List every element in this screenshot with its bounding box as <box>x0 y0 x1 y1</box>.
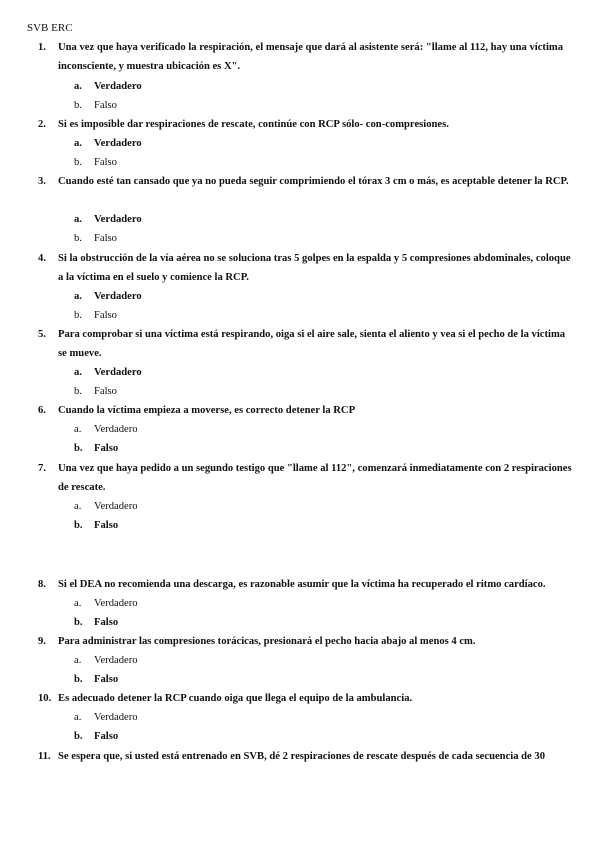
question-text: Una vez que haya verificado la respiración, el mensaje que dará al asistente será: "llame al 112, hay una víctima inconsciente, y muestra ubicación es X". <box>58 42 564 72</box>
question-4 <box>38 249 574 287</box>
option-label: Verdadero <box>94 291 142 302</box>
option-letter: b. <box>74 674 83 685</box>
question-number: 9. <box>38 636 46 647</box>
option-label: Verdadero <box>94 424 138 435</box>
question-5-option-a <box>74 363 142 382</box>
question-8-option-b <box>74 613 118 632</box>
option-letter: a. <box>74 712 82 723</box>
option-letter: a. <box>74 291 82 302</box>
question-9-option-b <box>74 670 118 689</box>
question-text: Es adecuado detener la RCP cuando oiga que llega el equipo de la ambulancia. <box>58 693 413 704</box>
option-label: Falso <box>94 731 119 742</box>
option-letter: b. <box>74 100 82 111</box>
question-text: Se espera que, si usted está entrenado en SVB, dé 2 respiraciones de rescate después de cada secuencia de 30 <box>58 751 546 762</box>
question-1-option-a <box>74 77 142 96</box>
question-7 <box>38 459 574 497</box>
question-7-option-a <box>74 497 138 516</box>
question-4-option-b <box>74 306 117 325</box>
question-number: 11. <box>38 751 51 762</box>
option-label: Verdadero <box>94 501 138 512</box>
option-label: Verdadero <box>94 214 142 225</box>
option-letter: a. <box>74 598 82 609</box>
option-letter: b. <box>74 520 83 531</box>
option-label: Verdadero <box>94 138 142 149</box>
option-label: Falso <box>94 310 117 321</box>
option-label: Falso <box>94 617 119 628</box>
question-text: Para administrar las compresiones torácicas, presionará el pecho hacia abajo al menos 4 cm. <box>58 636 476 647</box>
option-label: Verdadero <box>94 655 138 666</box>
option-letter: b. <box>74 731 83 742</box>
option-label: Verdadero <box>94 81 142 92</box>
question-1 <box>38 38 574 76</box>
option-label: Verdadero <box>94 598 138 609</box>
question-8 <box>38 575 574 594</box>
question-11 <box>38 747 574 766</box>
question-5-option-b <box>74 382 117 401</box>
question-number: 7. <box>38 463 46 474</box>
question-text: Si es imposible dar respiraciones de rescate, continúe con RCP sólo- con-compresiones. <box>58 119 449 130</box>
question-1-option-b <box>74 96 117 115</box>
option-letter: b. <box>74 233 82 244</box>
question-3-option-b <box>74 229 117 248</box>
question-text: Para comprobar si una víctima está respirando, oiga si el aire sale, sienta el aliento y vea si el pecho de la víctima se mueve. <box>58 329 566 359</box>
question-6-option-a <box>74 420 138 439</box>
question-3 <box>38 172 574 191</box>
option-letter: b. <box>74 386 82 397</box>
question-2 <box>38 115 574 134</box>
option-letter: a. <box>74 367 82 378</box>
question-number: 3. <box>38 176 46 187</box>
question-10 <box>38 689 574 708</box>
option-letter: b. <box>74 310 82 321</box>
question-2-option-b <box>74 153 117 172</box>
option-label: Falso <box>94 674 119 685</box>
option-letter: a. <box>74 138 82 149</box>
option-label: Verdadero <box>94 712 138 723</box>
option-label: Falso <box>94 157 117 168</box>
question-number: 6. <box>38 405 46 416</box>
question-6-option-b <box>74 439 118 458</box>
question-8-option-a <box>74 594 138 613</box>
question-6 <box>38 401 574 420</box>
question-text: Cuando esté tan cansado que ya no pueda seguir comprimiendo el tórax 3 cm o más, es aceptable detener la RCP. <box>58 176 569 187</box>
question-number: 10. <box>38 693 52 704</box>
question-number: 4. <box>38 253 46 264</box>
option-label: Falso <box>94 100 117 111</box>
option-letter: b. <box>74 443 83 454</box>
option-label: Falso <box>94 386 117 397</box>
question-number: 1. <box>38 42 46 53</box>
question-number: 8. <box>38 579 46 590</box>
question-text: Si la obstrucción de la vía aérea no se soluciona tras 5 golpes en la espalda y 5 compresiones abdominales, coloque a la víctima en el suelo y comience la RCP. <box>58 253 571 283</box>
option-label: Falso <box>94 520 119 531</box>
option-letter: b. <box>74 617 83 628</box>
option-letter: a. <box>74 214 82 225</box>
option-letter: a. <box>74 655 82 666</box>
question-text: Cuando la víctima empieza a moverse, es correcto detener la RCP <box>58 405 356 416</box>
question-4-option-a <box>74 287 142 306</box>
option-label: Falso <box>94 233 117 244</box>
question-9-option-a <box>74 651 138 670</box>
question-number: 5. <box>38 329 46 340</box>
option-letter: a. <box>74 81 82 92</box>
question-7-option-b <box>74 516 118 535</box>
question-3-option-a <box>74 210 142 229</box>
question-5 <box>38 325 574 363</box>
question-number: 2. <box>38 119 46 130</box>
option-letter: a. <box>74 501 82 512</box>
document-title: SVB ERC <box>27 22 73 34</box>
question-2-option-a <box>74 134 142 153</box>
question-text: Si el DEA no recomienda una descarga, es razonable asumir que la víctima ha recuperado el ritmo cardíaco. <box>58 579 546 590</box>
option-label: Falso <box>94 443 119 454</box>
option-letter: a. <box>74 424 82 435</box>
question-10-option-b <box>74 727 118 746</box>
option-letter: b. <box>74 157 82 168</box>
question-text: Una vez que haya pedido a un segundo testigo que "llame al 112", comenzará inmediatamente con 2 respiraciones de rescate. <box>58 463 572 493</box>
question-10-option-a <box>74 708 138 727</box>
option-label: Verdadero <box>94 367 142 378</box>
question-9 <box>38 632 574 651</box>
